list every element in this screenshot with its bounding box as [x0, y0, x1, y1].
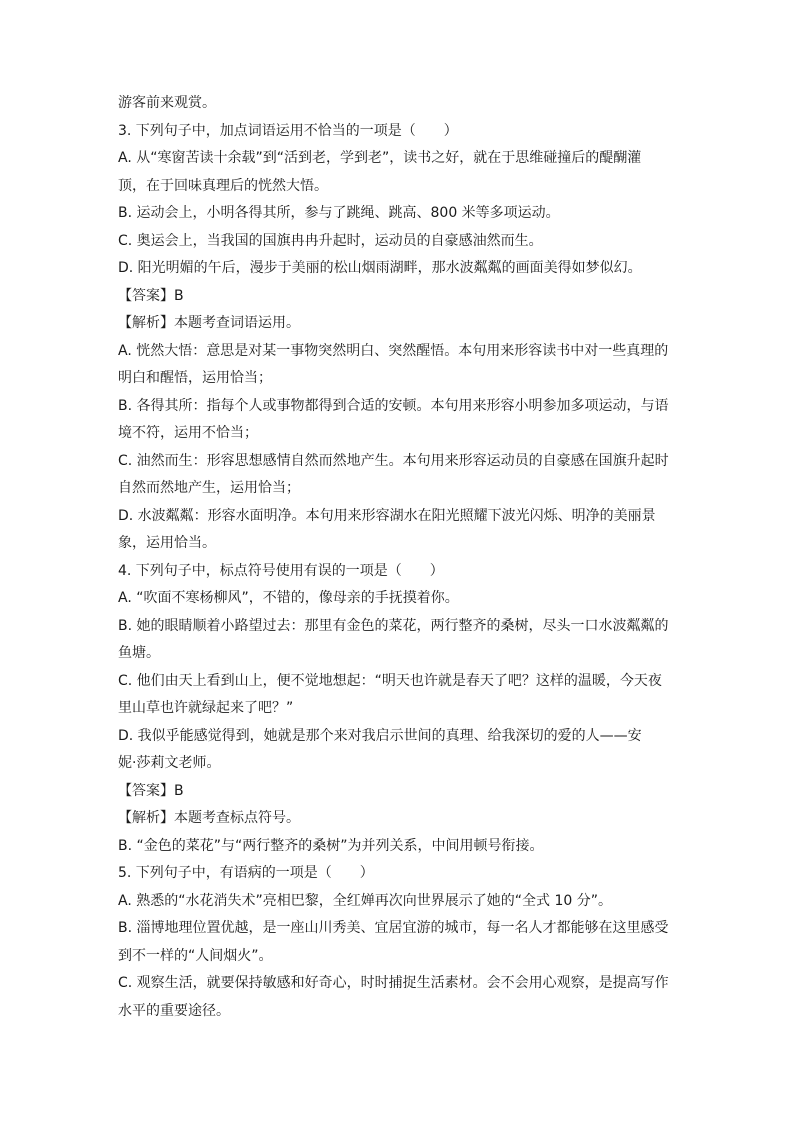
- option-b-line: B. 淄博地理位置优越，是一座山川秀美、宜居宜游的城市，每一名人才都能够在这里感受: [118, 920, 669, 936]
- option-c-line: C. 奥运会上，当我国的国旗冉冉升起时，运动员的自豪感油然而生。: [118, 232, 543, 249]
- text-line: B. 各得其所：指每个人或事物都得到合适的安顿。本句用来形容小明参加多项运动，与语: [118, 397, 669, 414]
- text-line: 象，运用恰当。: [118, 535, 216, 551]
- text-line: 明白和醒悟，运用恰当；: [118, 370, 272, 386]
- text-line: 妮·莎莉文老师。: [118, 755, 221, 771]
- option-a-line: A. “吹面不寒杨柳风”，不错的，像母亲的手抚摸着你。: [118, 590, 459, 606]
- text-line: B. “金色的菜花”与“两行整齐的桑树”为并列关系，中间用顿号衔接。: [118, 837, 544, 854]
- option-a-line: A. 熟悉的“水花消失术”亮相巴黎，全红婵再次向世界展示了她的“全式 10 分”。: [118, 892, 612, 909]
- question-5-stem: 5. 下列句子中，有语病的一项是（ ）: [118, 865, 374, 881]
- text-line: 水平的重要途径。: [118, 1002, 230, 1019]
- question-3-stem: 3. 下列句子中，加点词语运用不恰当的一项是（ ）: [118, 122, 458, 139]
- text-line: 里山草也许就绿起来了吧？”: [118, 700, 294, 716]
- option-d-line: D. 阳光明媚的午后，漫步于美丽的松山烟雨湖畔，那水波粼粼的画面美得如梦似幻。: [118, 260, 642, 276]
- option-c-line: C. 观察生活，就要保持敏感和好奇心，时时捕捉生活素材。会不会用心观察，是提高写作: [118, 975, 669, 991]
- text-line: 鱼塘。: [118, 645, 160, 661]
- option-c-line: C. 他们由天上看到山上，便不觉地想起：“明天也许就是春天了吧？这样的温暖，今天夜: [118, 672, 662, 689]
- option-d-line: D. 我似乎能感觉得到，她就是那个来对我启示世间的真理、给我深切的爱的人——安: [118, 727, 642, 744]
- analysis-line: 【解析】本题考查词语运用。: [118, 315, 300, 331]
- question-4-stem: 4. 下列句子中，标点符号使用有误的一项是（ ）: [118, 562, 444, 579]
- document-body: [118, 90, 678, 1025]
- option-b-line: B. 运动会上，小明各得其所，参与了跳绳、跳高、800 米等多项运动。: [118, 205, 560, 221]
- text-line: C. 油然而生：形容思想感情自然而然地产生。本句用来形容运动员的自豪感在国旗升起时: [118, 452, 669, 469]
- answer-line: 【答案】B: [118, 287, 184, 304]
- option-b-line: B. 她的眼睛顺着小路望过去：那里有金色的菜花，两行整齐的桑树，尽头一口水波粼粼的: [118, 617, 669, 634]
- text-line: A. 恍然大悟：意思是对某一事物突然明白、突然醒悟。本句用来形容读书中对一些真理的: [118, 342, 669, 359]
- analysis-line: 【解析】本题考查标点符号。: [118, 810, 300, 826]
- text-line: 到不一样的“人间烟火”。: [118, 947, 273, 964]
- text-line: 自然而然地产生，运用恰当；: [118, 480, 300, 496]
- text-line: 游客前来观赏。: [118, 95, 216, 111]
- answer-line: 【答案】B: [118, 782, 184, 799]
- text-line: D. 水波粼粼：形容水面明净。本句用来形容湖水在阳光照耀下波光闪烁、明净的美丽景: [118, 507, 656, 524]
- option-a-line: A. 从“寒窗苦读十余载”到“活到老，学到老”，读书之好，就在于思维碰撞后的醍醐灌: [118, 150, 642, 166]
- text-line: 顶，在于回味真理后的恍然大悟。: [118, 177, 328, 194]
- text-line: 境不符，运用不恰当；: [118, 425, 258, 441]
